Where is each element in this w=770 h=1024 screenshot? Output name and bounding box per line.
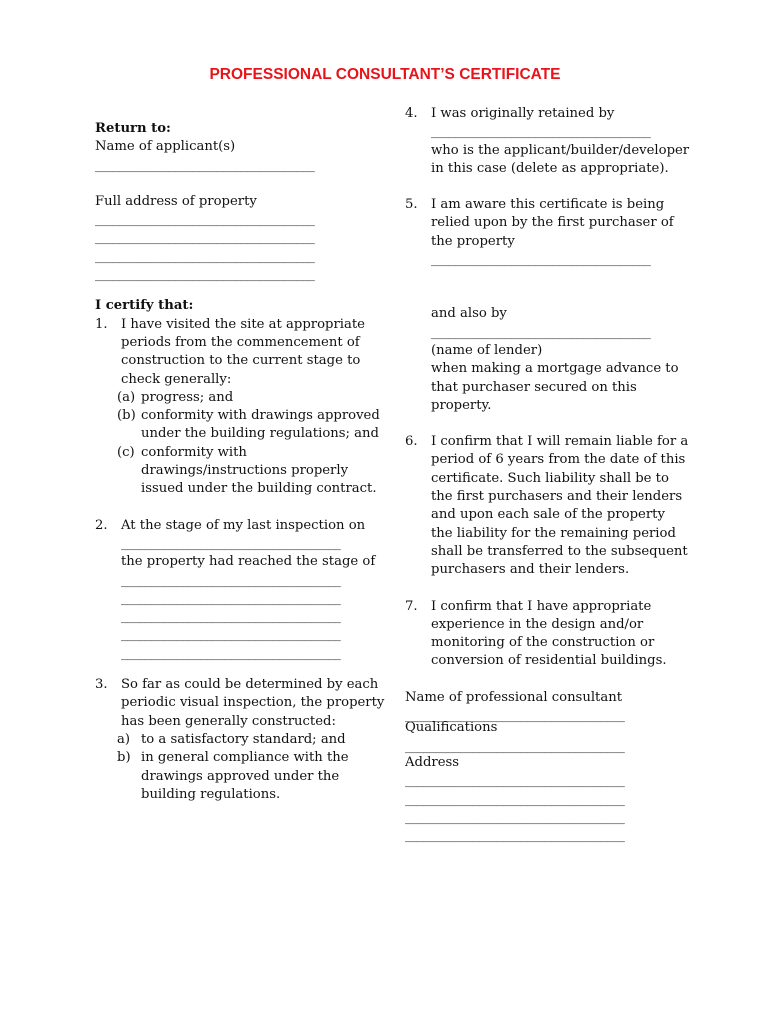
stage-line-1[interactable]: ____________________________________ <box>121 572 341 588</box>
sub-clause-text: conformity with drawings/instructions properly issued under the building contract. <box>141 444 377 497</box>
sub-clause-text: conformity with drawings approved under the building regulations; and <box>141 408 380 442</box>
clause-number: 7. <box>405 598 418 614</box>
sub-clause-text: to a satisfactory standard; and <box>141 731 346 747</box>
sub-clause <box>117 749 385 804</box>
clause-text: I was originally retained by <box>431 106 615 121</box>
stage-line-3[interactable]: ____________________________________ <box>121 609 341 625</box>
inspection-date-line[interactable]: ____________________________________ <box>121 535 341 551</box>
clause-text: I confirm that I will remain liable for a period of 6 years from the date of this certificate. Such liability shall be to the first purchasers and their lenders and upon each sale of the property the liability for the remaining period shall be transferred to the subsequent purchasers and their lenders. <box>431 434 689 578</box>
sub-clause-marker: (c) <box>117 444 135 460</box>
sub-clause <box>117 389 385 407</box>
lender-caption: (name of lender) <box>431 342 543 358</box>
retained-by-line[interactable]: ____________________________________ <box>431 124 651 140</box>
clause-6 <box>405 433 690 579</box>
sub-clause-marker: a) <box>117 731 131 747</box>
clause-number: 1. <box>95 316 108 332</box>
property-address-line-3[interactable]: ____________________________________ <box>95 248 315 264</box>
consultant-address-line-4[interactable]: ____________________________________ <box>405 828 625 844</box>
clause-7 <box>405 598 690 671</box>
qualifications-label: Qualifications <box>405 720 498 736</box>
lender-line[interactable]: ____________________________________ <box>431 324 651 340</box>
sub-clause-text: in general compliance with the drawings approved under the building regulations. <box>141 750 349 802</box>
clause-2 <box>95 517 385 663</box>
clause-text: I confirm that I have appropriate experience in the design and/or monitoring of the construction or conversion of residential buildings. <box>431 598 667 669</box>
consultant-address-line-2[interactable]: ____________________________________ <box>405 791 625 807</box>
consultant-name-label: Name of professional consultant <box>405 689 622 705</box>
applicant-name-line[interactable]: ____________________________________ <box>95 157 315 173</box>
stage-line-5[interactable]: ____________________________________ <box>121 645 341 661</box>
consultant-address-line-1[interactable]: ____________________________________ <box>405 773 625 789</box>
consultant-name-line[interactable]: ____________________________________ <box>405 708 625 724</box>
return-to-label: Return to: <box>95 121 171 136</box>
clause-text: the property had reached the stage of <box>121 554 376 570</box>
sub-clause-marker: b) <box>117 750 131 766</box>
clause-text: I am aware this certificate is being relied upon by the first purchaser of the property <box>431 197 674 249</box>
certificate-title: PROFESSIONAL CONSULTANT’S CERTIFICATE <box>209 66 561 83</box>
clause-number: 3. <box>95 677 108 693</box>
property-address-line-4[interactable]: ____________________________________ <box>95 267 315 283</box>
clause-number: 4. <box>405 106 418 121</box>
clause-text: I have visited the site at appropriate periods from the commencement of construction to the current stage to check generally: <box>121 316 365 387</box>
clause-4 <box>405 105 690 178</box>
sub-clause <box>117 407 385 444</box>
clause-text: and also by <box>431 306 507 322</box>
certify-heading: I certify that: <box>95 298 194 314</box>
sub-clause-marker: (b) <box>117 408 136 424</box>
sub-clause-text: progress; and <box>141 389 234 405</box>
applicant-name-label: Name of applicant(s) <box>95 139 236 155</box>
stage-line-4[interactable]: ____________________________________ <box>121 627 341 643</box>
right-column <box>405 105 690 845</box>
clause-5 <box>405 196 690 415</box>
sub-clause <box>117 731 385 749</box>
property-address-line-2[interactable]: ____________________________________ <box>95 230 315 246</box>
property-address-line-1[interactable]: ____________________________________ <box>95 212 315 228</box>
clause-text: So far as could be determined by each periodic visual inspection, the property has been generally constructed: <box>121 677 385 729</box>
consultant-address-label: Address <box>405 754 460 770</box>
qualifications-line[interactable]: ____________________________________ <box>405 738 625 754</box>
consultant-address-line-3[interactable]: ____________________________________ <box>405 809 625 825</box>
clause-text: when making a mortgage advance to that purchaser secured on this property. <box>431 361 679 413</box>
sub-clause-marker: (a) <box>117 389 136 405</box>
clause-text: who is the applicant/builder/developer in this case (delete as appropriate). <box>431 142 690 176</box>
clause-3 <box>95 676 385 804</box>
clause-number: 5. <box>405 197 418 213</box>
clause-1 <box>95 316 385 499</box>
clause-text: At the stage of my last inspection on <box>121 517 366 533</box>
left-column <box>95 120 385 804</box>
sub-clause <box>117 444 385 499</box>
clause-number: 2. <box>95 517 108 533</box>
purchaser-line[interactable]: ____________________________________ <box>431 252 651 268</box>
stage-line-2[interactable]: ____________________________________ <box>121 590 341 606</box>
property-address-label: Full address of property <box>95 193 257 209</box>
clause-number: 6. <box>405 434 418 450</box>
